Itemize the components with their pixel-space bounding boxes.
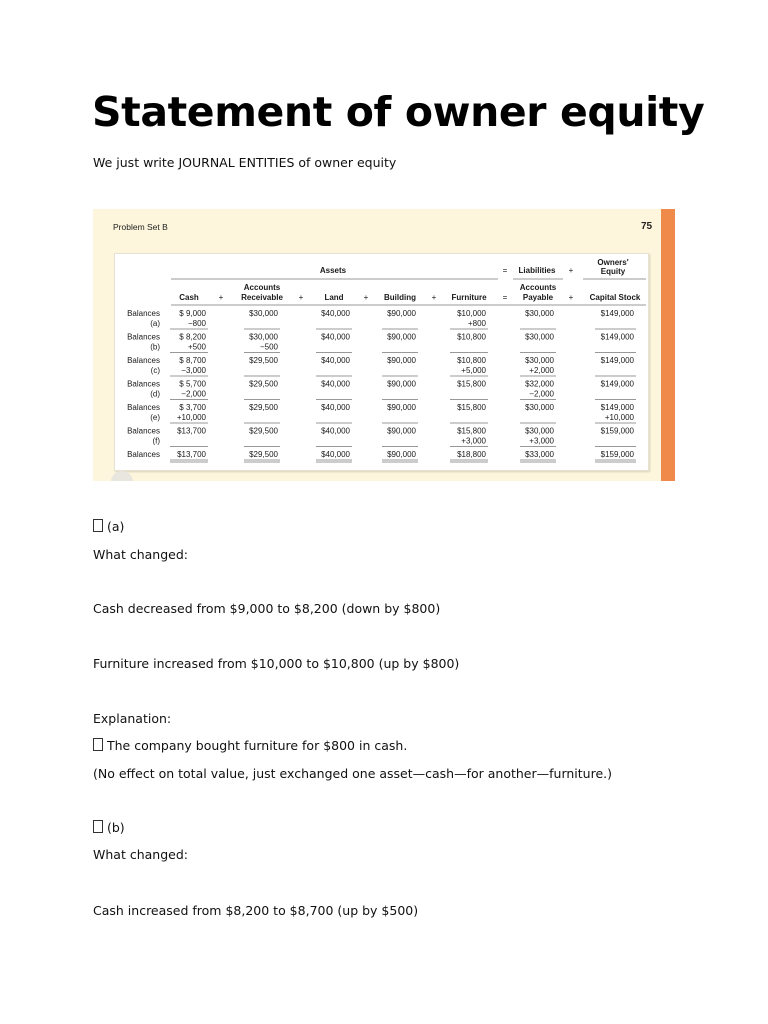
table-cell: $18,800	[457, 450, 486, 459]
table-cell: $29,500	[249, 356, 278, 365]
plus-sign: +	[568, 293, 574, 302]
table-cell: $90,000	[387, 450, 416, 459]
table-cell: $30,000	[525, 332, 554, 342]
equity-group-header: Equity	[600, 267, 626, 276]
problem-set-label: Problem Set B	[113, 222, 168, 232]
row-label: (c)	[150, 366, 160, 375]
plus-sign: +	[218, 293, 224, 302]
table-cell: $15,800	[457, 403, 486, 412]
column-header-accounts: Accounts	[243, 283, 281, 292]
section-a-label	[93, 519, 124, 534]
section-b-label	[93, 820, 125, 835]
table-cell: $149,000	[600, 379, 634, 389]
table-cell: $90,000	[387, 379, 416, 389]
liabilities-group-header: Liabilities	[518, 266, 556, 275]
table-cell: −500	[259, 342, 278, 352]
table-cell: $10,800	[457, 356, 486, 365]
table-cell: $30,000	[249, 332, 278, 342]
row-label: (e)	[150, 413, 160, 422]
plus-sign: +	[363, 293, 369, 302]
plus-sign: +	[298, 293, 304, 302]
section-a-label-text: (a)	[107, 519, 125, 534]
table-cell: $90,000	[387, 426, 416, 436]
owners-group-header: Owners'	[597, 258, 629, 267]
table-cell: $90,000	[387, 403, 416, 412]
table-cell: $159,000	[600, 426, 634, 436]
table-cell: $29,500	[249, 379, 278, 389]
table-cell: $30,000	[525, 403, 554, 412]
table-cell: $13,700	[177, 450, 206, 459]
table-cell: $40,000	[321, 426, 350, 436]
table-cell: $40,000	[321, 356, 350, 365]
table-cell: $33,000	[525, 450, 554, 459]
table-cell: $149,000	[600, 332, 634, 342]
checkbox-glyph-icon	[93, 820, 103, 833]
table-cell: +5,000	[461, 366, 486, 375]
table-cell: $40,000	[321, 450, 350, 459]
document-title: Statement of owner equity	[92, 88, 705, 136]
intro-paragraph: We just write JOURNAL ENTITIES of owner equity	[93, 155, 397, 170]
section-a-line-1: Cash decreased from $9,000 to $8,200 (down by $800)	[93, 601, 441, 616]
table-cell: $15,800	[457, 426, 486, 436]
section-a-explanation-heading: Explanation:	[93, 711, 172, 726]
table-cell: $30,000	[249, 309, 278, 318]
table-cell: −2,000	[181, 389, 206, 399]
row-label: Balances	[127, 356, 160, 365]
assets-group-header: Assets	[319, 266, 347, 275]
section-a-line-2: Furniture increased from $10,000 to $10,800 (up by $800)	[93, 656, 460, 671]
column-header-furniture: Furniture	[451, 293, 487, 302]
table-cell: $90,000	[387, 356, 416, 365]
table-cell: −3,000	[181, 366, 206, 375]
equals-sign: =	[502, 293, 508, 302]
table-cell: $29,500	[249, 450, 278, 459]
table-cell: $10,000	[457, 309, 486, 318]
table-cell: +3,000	[529, 436, 554, 446]
table-cell: $159,000	[600, 450, 634, 459]
table-cell: $29,500	[249, 403, 278, 412]
column-header-capital-stock: Capital Stock	[589, 293, 641, 302]
table-cell: $40,000	[321, 309, 350, 318]
table-cell: −2,000	[529, 389, 554, 399]
table-cell: −800	[187, 319, 206, 328]
table-cell: $149,000	[600, 403, 634, 412]
section-a-what-changed: What changed:	[93, 547, 188, 562]
table-cell: +10,000	[604, 413, 634, 422]
table-cell: $30,000	[525, 309, 554, 318]
table-cell: +800	[467, 319, 486, 328]
table-cell: $149,000	[600, 309, 634, 318]
checkbox-glyph-icon	[93, 519, 103, 532]
accounting-equation-table	[93, 209, 675, 481]
section-b-what-changed: What changed:	[93, 847, 188, 862]
table-cell: $40,000	[321, 379, 350, 389]
table-cell: $90,000	[387, 332, 416, 342]
row-label: (f)	[152, 436, 160, 446]
table-cell: $ 3,700	[179, 403, 206, 412]
table-cell: $30,000	[525, 356, 554, 365]
table-cell: $32,000	[525, 379, 554, 389]
row-label: Balances	[127, 332, 160, 342]
section-a-explanation-2: (No effect on total value, just exchanged one asset—cash—for another—furniture.)	[93, 766, 613, 781]
table-cell: $ 5,700	[179, 379, 206, 389]
section-b-label-text: (b)	[107, 820, 125, 835]
column-header-building: Building	[384, 293, 416, 302]
row-label: Balances	[127, 379, 160, 389]
table-cell: +2,000	[529, 366, 554, 375]
row-label: Balances	[127, 426, 160, 436]
column-header-cash: Cash	[179, 293, 199, 302]
table-cell: $40,000	[321, 332, 350, 342]
page-number: 75	[641, 221, 653, 232]
checkbox-glyph-icon	[93, 738, 103, 751]
table-cell: $149,000	[600, 356, 634, 365]
column-header-receivable: Receivable	[241, 293, 283, 302]
table-cell: $10,800	[457, 332, 486, 342]
plus-sign: +	[568, 266, 574, 275]
row-label: (d)	[150, 389, 160, 399]
table-cell: $ 8,200	[179, 332, 206, 342]
column-header-accounts: Accounts	[519, 283, 557, 292]
row-label: (b)	[150, 342, 160, 352]
row-label: Balances	[127, 450, 160, 459]
problem-set-table-image	[93, 209, 675, 481]
section-a-explanation-1	[93, 738, 407, 753]
table-cell: $ 8,700	[179, 356, 206, 365]
row-label: (a)	[150, 319, 160, 328]
table-cell: $13,700	[177, 426, 206, 436]
table-cell: +500	[187, 342, 206, 352]
table-cell: $40,000	[321, 403, 350, 412]
table-cell: +10,000	[176, 413, 206, 422]
column-header-land: Land	[324, 293, 344, 302]
table-cell: $15,800	[457, 379, 486, 389]
table-cell: $90,000	[387, 309, 416, 318]
column-header-payable: Payable	[522, 293, 554, 302]
row-label: Balances	[127, 403, 160, 412]
equals-sign: =	[502, 266, 508, 275]
row-label: Balances	[127, 309, 160, 318]
section-b-line-1: Cash increased from $8,200 to $8,700 (up by $500)	[93, 903, 419, 918]
plus-sign: +	[431, 293, 437, 302]
table-cell: $ 9,000	[179, 309, 206, 318]
table-cell: $29,500	[249, 426, 278, 436]
table-cell: $30,000	[525, 426, 554, 436]
table-cell: +3,000	[461, 436, 486, 446]
section-a-explanation-1-text: The company bought furniture for $800 in cash.	[107, 738, 408, 753]
